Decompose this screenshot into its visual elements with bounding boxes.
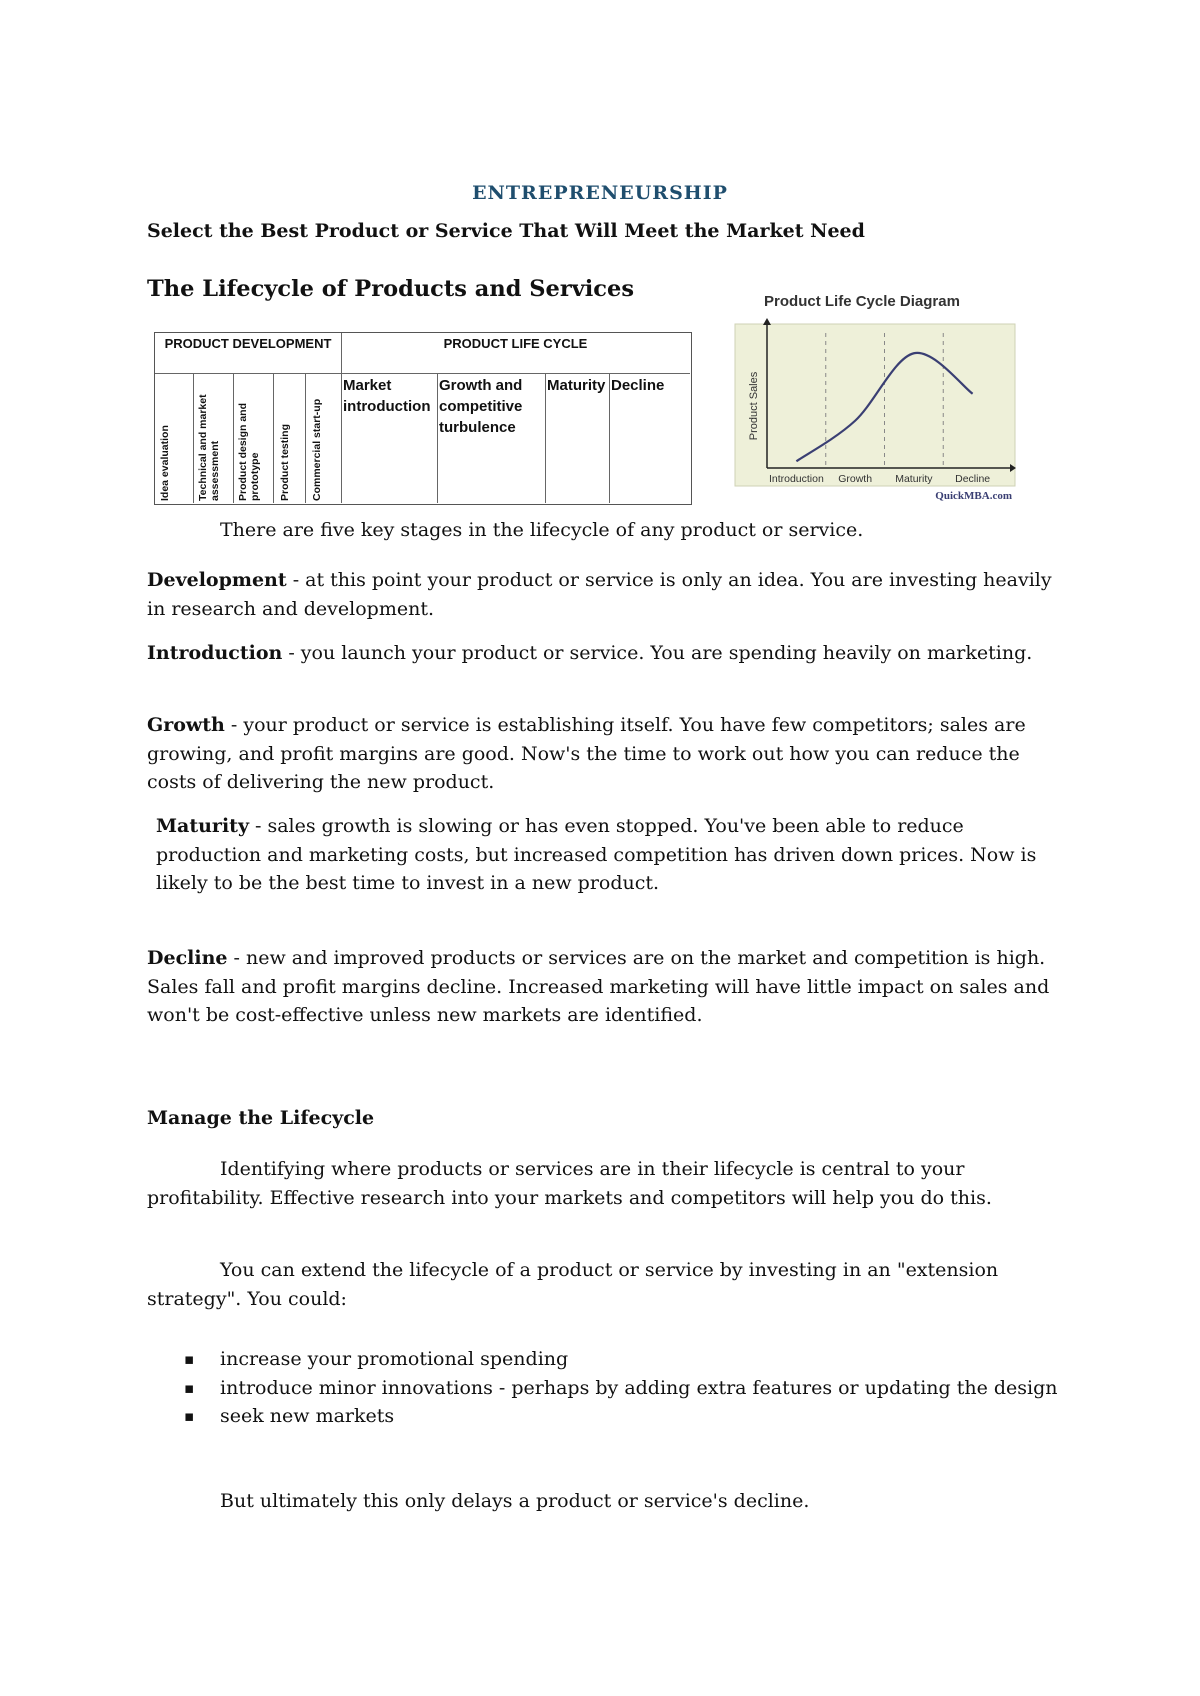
table-header-lifecycle: PRODUCT LIFE CYCLE xyxy=(443,336,588,351)
manage-heading: Manage the Lifecycle xyxy=(147,1107,375,1129)
product-life-cycle-chart xyxy=(722,288,1022,503)
x-tick-label: Decline xyxy=(955,473,991,485)
document-title: ENTREPRENEURSHIP xyxy=(472,182,728,204)
chart-y-label: Product Sales xyxy=(748,371,760,441)
table-dev-step: Commercial start-up xyxy=(311,398,323,501)
table-dev-step: Idea evaluation xyxy=(159,425,171,501)
table-lifecycle-step: Decline xyxy=(611,377,665,394)
table-lifecycle-step: Maturity xyxy=(547,377,606,394)
stage-development xyxy=(147,566,1067,623)
table-dev-step xyxy=(197,375,221,501)
stage-text: - at this point your product or service is only an idea. You are investing heavily in research and development. xyxy=(147,569,1052,620)
dev-step-label: Product design and prototype xyxy=(237,402,261,501)
x-tick-label: Introduction xyxy=(768,473,824,485)
closing-paragraph: But ultimately this only delays a product or service's decline. xyxy=(220,1490,810,1512)
list-item-text: seek new markets xyxy=(220,1405,395,1427)
table-dev-step xyxy=(237,375,261,501)
chart-plot-background xyxy=(735,324,1015,486)
document-subtitle: Select the Best Product or Service That Will Meet the Market Need xyxy=(147,220,865,242)
table-lifecycle-step: Growth and competitive turbulence xyxy=(439,377,523,436)
list-item xyxy=(180,1345,1070,1374)
stage-text: - your product or service is establishing itself. You have few competitors; sales are growing, and profit margins are good. Now's the time to work out how you can reduce the costs of delivering the new product. xyxy=(147,714,1026,793)
product-stages-table xyxy=(154,332,692,505)
table-dev-step: Product testing xyxy=(279,423,291,501)
chart-source: QuickMBA.com xyxy=(935,490,1012,502)
stage-text: - sales growth is slowing or has even stopped. You've been able to reduce production and marketing costs, but increased competition has driven down prices. Now is likely to be the best time to invest in a new product. xyxy=(156,815,1037,894)
list-item-text: introduce minor innovations - perhaps by adding extra features or updating the design xyxy=(220,1376,1058,1399)
bullet-icon: ▪ xyxy=(184,1378,195,1397)
stage-term: Maturity xyxy=(156,815,249,837)
stage-term: Growth xyxy=(147,714,225,736)
dev-step-label: Technical and market assessment xyxy=(197,394,221,501)
chart-svg xyxy=(722,288,1022,503)
stage-text: - new and improved products or services are on the market and competition is high. Sales fall and profit margins decline. Increased marketing will have little impact on sales and won't be cost-effective unless new markets are identified. xyxy=(147,947,1050,1026)
stage-term: Introduction xyxy=(147,642,283,664)
list-item xyxy=(180,1374,1070,1403)
list-item xyxy=(180,1402,1070,1431)
table-header-development: PRODUCT DEVELOPMENT xyxy=(164,336,332,351)
table-lifecycle-step: Market introduction xyxy=(343,377,431,415)
stage-growth xyxy=(147,711,1067,797)
y-axis-arrow-icon xyxy=(763,318,771,325)
intro-paragraph: There are five key stages in the lifecycle of any product or service. xyxy=(220,519,864,541)
extension-strategy-list xyxy=(180,1345,1070,1431)
stage-introduction xyxy=(147,639,1067,668)
chart-title: Product Life Cycle Diagram xyxy=(764,293,960,310)
manage-paragraph-2: You can extend the lifecycle of a product or service by investing in an "extension strategy". You could: xyxy=(147,1259,999,1310)
stage-term: Development xyxy=(147,569,287,591)
x-tick-label: Growth xyxy=(838,473,873,485)
stage-decline xyxy=(147,944,1067,1030)
list-item-text: increase your promotional spending xyxy=(220,1348,569,1370)
stage-term: Decline xyxy=(147,947,228,969)
section-title: The Lifecycle of Products and Services xyxy=(147,276,634,302)
bullet-icon: ▪ xyxy=(184,1407,195,1425)
manage-paragraph-1: Identifying where products or services are in their lifecycle is central to your profitability. Effective research into your markets and competitors will help you do this. xyxy=(147,1158,992,1209)
stage-maturity xyxy=(147,812,1067,898)
x-tick-label: Maturity xyxy=(895,473,933,485)
stage-text: - you launch your product or service. You are spending heavily on marketing. xyxy=(282,642,1033,664)
bullet-icon: ▪ xyxy=(184,1350,195,1368)
